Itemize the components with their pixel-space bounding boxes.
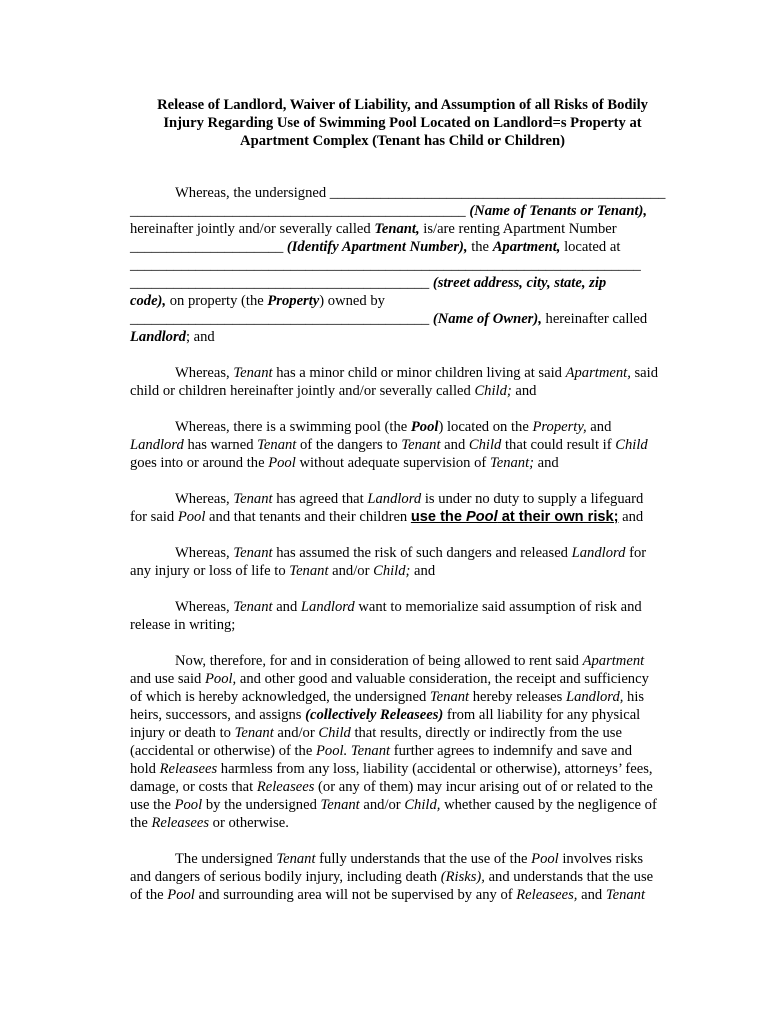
text: and other good and valuable consideration, the receipt and sufficiency <box>236 671 649 687</box>
text: that could result if <box>501 437 616 453</box>
text: Now, therefore, for and in consideration of being allowed to rent said <box>175 653 583 669</box>
title-line-3: Apartment Complex (Tenant has Child or Children) <box>240 133 565 149</box>
paragraph-child <box>130 364 678 400</box>
paragraph-parties <box>130 184 678 346</box>
term: Apartment, <box>565 365 631 381</box>
term: Tenant <box>233 545 273 561</box>
text: is under no duty to supply a lifeguard <box>421 491 644 507</box>
title-line-1: Release of Landlord, Waiver of Liability, and Assumption of all Risks of Bodily <box>157 97 648 113</box>
paragraph-assumed-risk <box>130 544 678 580</box>
defined-term: Property <box>267 293 320 309</box>
term: Tenant <box>257 437 297 453</box>
text: further agrees to indemnify and save and <box>390 743 633 759</box>
apartment-number-blank[interactable]: _____________________ <box>130 239 287 255</box>
text: Whereas, the undersigned <box>175 185 330 201</box>
text: and surrounding area will not be supervised by any of <box>194 887 517 903</box>
text: for <box>625 545 647 561</box>
text: is/are renting Apartment Number <box>419 221 617 237</box>
text: injury or death to <box>130 725 235 741</box>
term: Pool <box>174 797 203 813</box>
defined-term: Pool <box>410 419 439 435</box>
text: and <box>272 599 301 615</box>
text: hereinafter called <box>541 311 648 327</box>
term: Landlord <box>300 599 355 615</box>
term: Pool <box>167 887 195 903</box>
text: and/or <box>273 725 319 741</box>
text: and/or <box>328 563 374 579</box>
term: Tenant <box>276 851 316 867</box>
text: the <box>130 815 152 831</box>
own-risk-emphasis <box>411 509 619 525</box>
address-label: (street address, city, state, zip <box>432 275 607 291</box>
term: Landlord, <box>565 689 624 705</box>
text: use the <box>410 509 467 525</box>
address-blank[interactable]: ______________________________________________________________________ <box>130 257 641 273</box>
text: hereinafter jointly and/or severally called <box>130 221 375 237</box>
term: Pool <box>268 455 296 471</box>
text: ) owned by <box>319 293 385 309</box>
text: Whereas, <box>175 491 234 507</box>
apartment-number-label: (Identify Apartment Number), <box>286 239 468 255</box>
owner-name-blank[interactable]: _________________________________________ <box>130 311 433 327</box>
paragraph-pool <box>130 418 678 472</box>
term: Tenant <box>233 491 273 507</box>
text: Whereas, there is a swimming pool (the <box>175 419 411 435</box>
term: Tenant; <box>489 455 534 471</box>
text: whether caused by the negligence of <box>440 797 657 813</box>
text: said <box>630 365 659 381</box>
defined-term: Tenant, <box>374 221 420 237</box>
term: Landlord <box>130 437 184 453</box>
defined-term: (collectively Releasees) <box>305 707 444 723</box>
text: goes into or around the <box>130 455 269 471</box>
term: Child; <box>373 563 411 579</box>
paragraph-memorialize <box>130 598 678 634</box>
text: heirs, successors, and assigns <box>130 707 306 723</box>
text: (accidental or otherwise) of the <box>130 743 316 759</box>
text: of which is hereby acknowledged, the undersigned <box>130 689 430 705</box>
tenant-name-blank-2[interactable]: ______________________________________________ <box>130 203 470 219</box>
text: hold <box>130 761 160 777</box>
text: the <box>467 239 493 255</box>
text: and that tenants and their children <box>205 509 411 525</box>
term: Pool <box>466 509 498 525</box>
term: Pool, <box>204 671 237 687</box>
document-title <box>130 96 675 150</box>
term: Tenant <box>350 743 391 759</box>
term: Landlord <box>571 545 626 561</box>
text: use the <box>130 797 175 813</box>
text: and use said <box>130 671 205 687</box>
text: Whereas, <box>175 365 234 381</box>
text: and dangers of serious bodily injury, including death <box>130 869 441 885</box>
text: by the undersigned <box>202 797 321 813</box>
term: Tenant <box>233 599 273 615</box>
term: Tenant <box>429 689 470 705</box>
text: harmless from any loss, liability (accidental or otherwise), attorneys’ fees, <box>217 761 653 777</box>
text: of the <box>130 887 168 903</box>
term: Child <box>468 437 502 453</box>
text: involves risks <box>558 851 644 867</box>
term: Releasees, <box>516 887 578 903</box>
text: Whereas, <box>175 545 234 561</box>
term: Property, <box>532 419 587 435</box>
term: Pool <box>531 851 559 867</box>
document-body <box>130 184 678 922</box>
term: Releasees <box>151 815 210 831</box>
text: and understands that the use <box>484 869 654 885</box>
term: Child <box>318 725 351 741</box>
term: Landlord <box>367 491 422 507</box>
term: Child, <box>404 797 441 813</box>
term: Releasees <box>256 779 315 795</box>
term: Tenant <box>234 725 274 741</box>
text: and <box>534 455 559 471</box>
term: Tenant <box>605 887 646 903</box>
tenant-name-blank[interactable]: ______________________________________________ <box>329 185 666 201</box>
text: and/or <box>359 797 405 813</box>
defined-term: Landlord <box>130 329 186 345</box>
term: (Risks), <box>440 869 485 885</box>
text: without adequate supervision of <box>295 455 490 471</box>
owner-name-label: (Name of Owner), <box>432 311 542 327</box>
text: has a minor child or minor children living at said <box>272 365 566 381</box>
text: has assumed the risk of such dangers and released <box>272 545 572 561</box>
text: child or children hereinafter jointly and/or severally called <box>130 383 475 399</box>
text: The undersigned <box>175 851 277 867</box>
text: ) located on the <box>438 419 533 435</box>
text: located at <box>560 239 621 255</box>
text: any injury or loss of life to <box>130 563 290 579</box>
text: ; and <box>185 329 215 345</box>
text: and <box>511 383 537 399</box>
term: Apartment <box>582 653 645 669</box>
text: and <box>586 419 612 435</box>
text: for said <box>130 509 178 525</box>
term: Pool <box>177 509 206 525</box>
address-label-cont: code), <box>130 293 167 309</box>
defined-term: Apartment, <box>492 239 561 255</box>
paragraph-release <box>130 652 678 832</box>
tenant-name-label: (Name of Tenants or Tenant), <box>469 203 648 219</box>
text: from all liability for any physical <box>443 707 641 723</box>
term: Pool. <box>316 743 348 759</box>
text: and <box>440 437 469 453</box>
text: and <box>577 887 606 903</box>
title-line-2: Injury Regarding Use of Swimming Pool Located on Landlord=s Property at <box>163 115 642 131</box>
term: Tenant <box>320 797 360 813</box>
text: want to memorialize said assumption of risk and <box>354 599 642 615</box>
text: and <box>410 563 436 579</box>
term: Tenant <box>289 563 329 579</box>
text: hereby releases <box>469 689 566 705</box>
text: and <box>618 509 644 525</box>
text: has agreed that <box>272 491 368 507</box>
text: has warned <box>183 437 258 453</box>
text: his <box>623 689 645 705</box>
text: Whereas, <box>175 599 234 615</box>
text: damage, or costs that <box>130 779 257 795</box>
text: of the dangers to <box>296 437 402 453</box>
term: Child; <box>474 383 512 399</box>
address-blank-2[interactable]: _________________________________________ <box>130 275 433 291</box>
text: or otherwise. <box>209 815 289 831</box>
term: Tenant <box>401 437 441 453</box>
text: that results, directly or indirectly from the use <box>350 725 622 741</box>
text: (or any of them) may incur arising out of or related to the <box>314 779 653 795</box>
paragraph-lifeguard <box>130 490 678 526</box>
term: Releasees <box>159 761 218 777</box>
term: Child <box>615 437 648 453</box>
text: fully understands that the use of the <box>315 851 532 867</box>
term: Tenant <box>233 365 273 381</box>
text: at their own risk; <box>497 509 619 525</box>
text: release in writing; <box>130 617 236 633</box>
paragraph-risks <box>130 850 678 904</box>
text: on property (the <box>166 293 268 309</box>
